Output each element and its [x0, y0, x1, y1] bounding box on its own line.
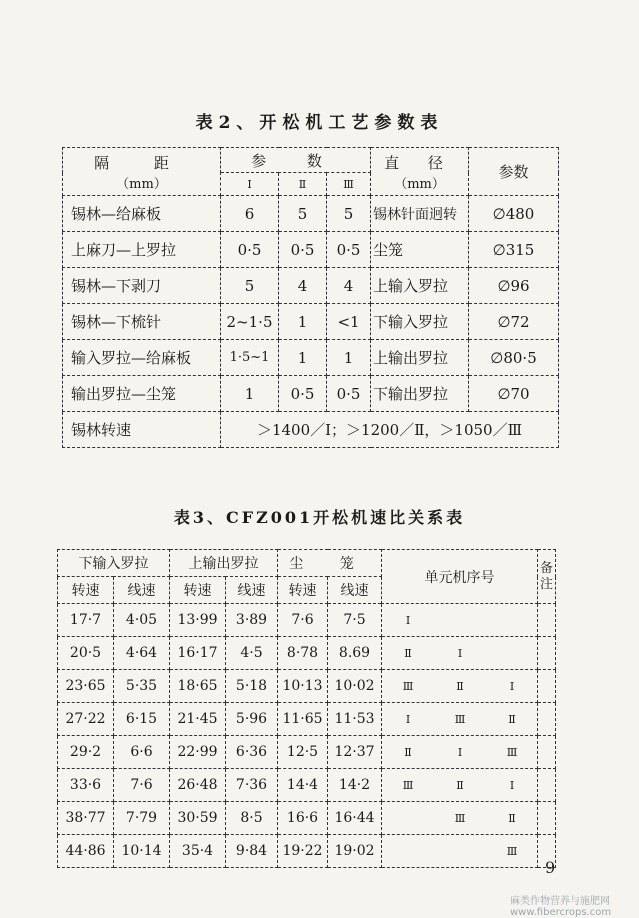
- t3-cell: 19·02: [328, 835, 382, 868]
- t3-cell: 6·6: [114, 736, 170, 769]
- t2-val-ii: 5: [279, 196, 327, 232]
- t3-remark-cell: [538, 670, 556, 703]
- t2-row: [63, 196, 559, 232]
- t3-seq: Ⅱ: [404, 746, 412, 759]
- t3-remark-cell: [538, 637, 556, 670]
- t2-val-i: 6: [221, 196, 279, 232]
- t3-cell: 5·35: [114, 670, 170, 703]
- t2-header-param2: 参数: [469, 148, 559, 196]
- t3-seq: Ⅰ: [509, 779, 515, 792]
- t3-cell: 29·2: [58, 736, 114, 769]
- t3-cell: 18·65: [170, 670, 226, 703]
- t3-cell: 5·96: [226, 703, 278, 736]
- t2-diameter-val: ∅480: [469, 196, 559, 232]
- t3-row: [58, 604, 556, 637]
- t3-seq: Ⅰ: [405, 614, 411, 627]
- t3-header-unit-seq: 单元机序号: [382, 550, 538, 604]
- t3-cell: 7·5: [328, 604, 382, 637]
- t2-speed-row: [63, 412, 559, 448]
- t2-header-params: 参 数: [221, 148, 371, 173]
- t2-gap-name: 锡林—下剥刀: [63, 268, 221, 304]
- t3-seq: Ⅲ: [454, 812, 466, 825]
- t3-cell: 35·4: [170, 835, 226, 868]
- t2-part-name: 上输出罗拉: [371, 340, 469, 376]
- t3-cell: 7·36: [226, 769, 278, 802]
- t3-seq-cell: [382, 835, 538, 868]
- t3-seq: Ⅱ: [456, 680, 464, 693]
- t3-seq: Ⅰ: [405, 713, 411, 726]
- table3: [57, 549, 556, 868]
- t3-seq: Ⅰ: [509, 680, 515, 693]
- t3-row: [58, 637, 556, 670]
- t2-diameter-val: ∅80·5: [469, 340, 559, 376]
- t3-cell: 10·02: [328, 670, 382, 703]
- t3-cell: 4·64: [114, 637, 170, 670]
- t2-header-gap: 隔 距 （mm）: [63, 148, 221, 196]
- t2-gap-name: 上麻刀—上罗拉: [63, 232, 221, 268]
- t3-cell: 8.69: [328, 637, 382, 670]
- t3-row: [58, 802, 556, 835]
- t3-cell: 19·22: [278, 835, 328, 868]
- t3-header-dust-cage: 尘 笼: [278, 550, 382, 577]
- t3-cell: 27·22: [58, 703, 114, 736]
- t3-cell: 4·5: [226, 637, 278, 670]
- t3-row: [58, 835, 556, 868]
- t2-speed-label: 锡林转速: [63, 412, 221, 448]
- t3-cell: 11·65: [278, 703, 328, 736]
- t2-val-ii: 0·5: [279, 232, 327, 268]
- t2-val-iii: 0·5: [327, 376, 371, 412]
- t3-cell: 8·78: [278, 637, 328, 670]
- t3-cell: 10·13: [278, 670, 328, 703]
- t3-cell: 11·53: [328, 703, 382, 736]
- t3-sub-rot: 转速: [278, 577, 328, 604]
- t2-val-iii: 0·5: [327, 232, 371, 268]
- t2-val-ii: 4: [279, 268, 327, 304]
- t2-part-name: 下输出罗拉: [371, 376, 469, 412]
- t2-val-ii: 1: [279, 304, 327, 340]
- t3-sub-rot: 转速: [170, 577, 226, 604]
- t2-row: [63, 268, 559, 304]
- t2-val-iii: 5: [327, 196, 371, 232]
- t2-val-i: 1·5~1: [221, 340, 279, 376]
- t2-gap-name: 输入罗拉—给麻板: [63, 340, 221, 376]
- t3-seq: Ⅰ: [457, 647, 463, 660]
- t3-seq: Ⅱ: [456, 779, 464, 792]
- t2-header-ii: Ⅱ: [279, 173, 327, 196]
- t3-sub-rot: 转速: [58, 577, 114, 604]
- t2-header-iii: Ⅲ: [327, 173, 371, 196]
- t2-val-i: 2~1·5: [221, 304, 279, 340]
- t3-seq-cell: [382, 769, 538, 802]
- t2-val-i: 1: [221, 376, 279, 412]
- t3-cell: 16·17: [170, 637, 226, 670]
- t3-remark-cell: [538, 703, 556, 736]
- t2-row: [63, 376, 559, 412]
- t3-cell: 6·15: [114, 703, 170, 736]
- t2-val-ii: 1: [279, 340, 327, 376]
- t3-sub-lin: 线速: [114, 577, 170, 604]
- t3-cell: 12·5: [278, 736, 328, 769]
- watermark: 麻类作物营养与施肥网 www.fibercrops.com: [510, 896, 612, 918]
- t3-header-remark: 备注: [538, 550, 556, 604]
- t3-cell: 26·48: [170, 769, 226, 802]
- t3-seq: Ⅲ: [454, 713, 466, 726]
- t3-seq: Ⅲ: [402, 779, 414, 792]
- t2-gap-name: 输出罗拉—尘笼: [63, 376, 221, 412]
- t3-cell: 16·6: [278, 802, 328, 835]
- t2-speed-value: ＞1400／Ⅰ；＞1200／Ⅱ，＞1050／Ⅲ: [221, 412, 559, 448]
- t3-remark-cell: [538, 736, 556, 769]
- t2-val-i: 0·5: [221, 232, 279, 268]
- table2: [62, 147, 559, 448]
- t3-sub-lin: 线速: [226, 577, 278, 604]
- t3-cell: 10·14: [114, 835, 170, 868]
- t3-seq: Ⅲ: [402, 680, 414, 693]
- t3-seq: Ⅲ: [506, 845, 518, 858]
- t3-cell: 4·05: [114, 604, 170, 637]
- t2-part-name: 下输入罗拉: [371, 304, 469, 340]
- t3-header-upper-output-roller: 上输出罗拉: [170, 550, 278, 577]
- t3-remark-cell: [538, 802, 556, 835]
- t2-header-i: Ⅰ: [221, 173, 279, 196]
- t2-header-diameter: 直 径 （mm）: [371, 148, 469, 196]
- t2-gap-name: 锡林—给麻板: [63, 196, 221, 232]
- t3-seq-cell: [382, 637, 538, 670]
- table3-title: 表3、CFZ001开松机速比关系表: [173, 508, 466, 527]
- t3-cell: 14·2: [328, 769, 382, 802]
- t3-cell: 13·99: [170, 604, 226, 637]
- t3-cell: 12·37: [328, 736, 382, 769]
- t3-remark-cell: [538, 769, 556, 802]
- t3-row: [58, 736, 556, 769]
- t2-diameter-val: ∅315: [469, 232, 559, 268]
- t3-cell: 20·5: [58, 637, 114, 670]
- t3-cell: 33·6: [58, 769, 114, 802]
- t3-cell: 3·89: [226, 604, 278, 637]
- t2-val-iii: 4: [327, 268, 371, 304]
- t2-gap-name: 锡林—下梳针: [63, 304, 221, 340]
- t3-remark-cell: [538, 604, 556, 637]
- t2-diameter-val: ∅96: [469, 268, 559, 304]
- t3-cell: 17·7: [58, 604, 114, 637]
- t3-cell: 6·36: [226, 736, 278, 769]
- t2-val-i: 5: [221, 268, 279, 304]
- t3-cell: 22·99: [170, 736, 226, 769]
- t3-row: [58, 670, 556, 703]
- t2-part-name: 锡林针面迥转: [371, 196, 469, 232]
- t3-cell: 30·59: [170, 802, 226, 835]
- t3-seq-cell: [382, 670, 538, 703]
- t2-val-ii: 0·5: [279, 376, 327, 412]
- t3-seq: Ⅱ: [404, 647, 412, 660]
- t3-row: [58, 703, 556, 736]
- t2-val-iii: <1: [327, 304, 371, 340]
- t3-seq: Ⅰ: [457, 746, 463, 759]
- t2-row: [63, 232, 559, 268]
- t3-cell: 44·86: [58, 835, 114, 868]
- t3-seq: Ⅱ: [508, 713, 516, 726]
- t2-row: [63, 304, 559, 340]
- t3-cell: 23·65: [58, 670, 114, 703]
- t2-diameter-val: ∅70: [469, 376, 559, 412]
- t2-part-name: 上输入罗拉: [371, 268, 469, 304]
- t3-cell: 38·77: [58, 802, 114, 835]
- t3-seq-cell: [382, 604, 538, 637]
- t3-seq-cell: [382, 802, 538, 835]
- t3-sub-lin: 线速: [328, 577, 382, 604]
- t3-seq-cell: [382, 736, 538, 769]
- t2-val-iii: 1: [327, 340, 371, 376]
- t3-cell: 14·4: [278, 769, 328, 802]
- t3-header-lower-input-roller: 下输入罗拉: [58, 550, 170, 577]
- page-number: 9: [545, 858, 556, 877]
- t3-cell: 7·6: [278, 604, 328, 637]
- t2-row: [63, 340, 559, 376]
- t3-cell: 16·44: [328, 802, 382, 835]
- t2-part-name: 尘笼: [371, 232, 469, 268]
- t3-cell: 9·84: [226, 835, 278, 868]
- t3-seq: Ⅱ: [508, 812, 516, 825]
- table2-title: 表2、开松机工艺参数表: [195, 113, 444, 133]
- t3-cell: 5·18: [226, 670, 278, 703]
- t3-cell: 8·5: [226, 802, 278, 835]
- t2-diameter-val: ∅72: [469, 304, 559, 340]
- t3-cell: 7·79: [114, 802, 170, 835]
- t3-seq: Ⅲ: [506, 746, 518, 759]
- t3-seq-cell: [382, 703, 538, 736]
- t3-cell: 21·45: [170, 703, 226, 736]
- t3-row: [58, 769, 556, 802]
- t3-cell: 7·6: [114, 769, 170, 802]
